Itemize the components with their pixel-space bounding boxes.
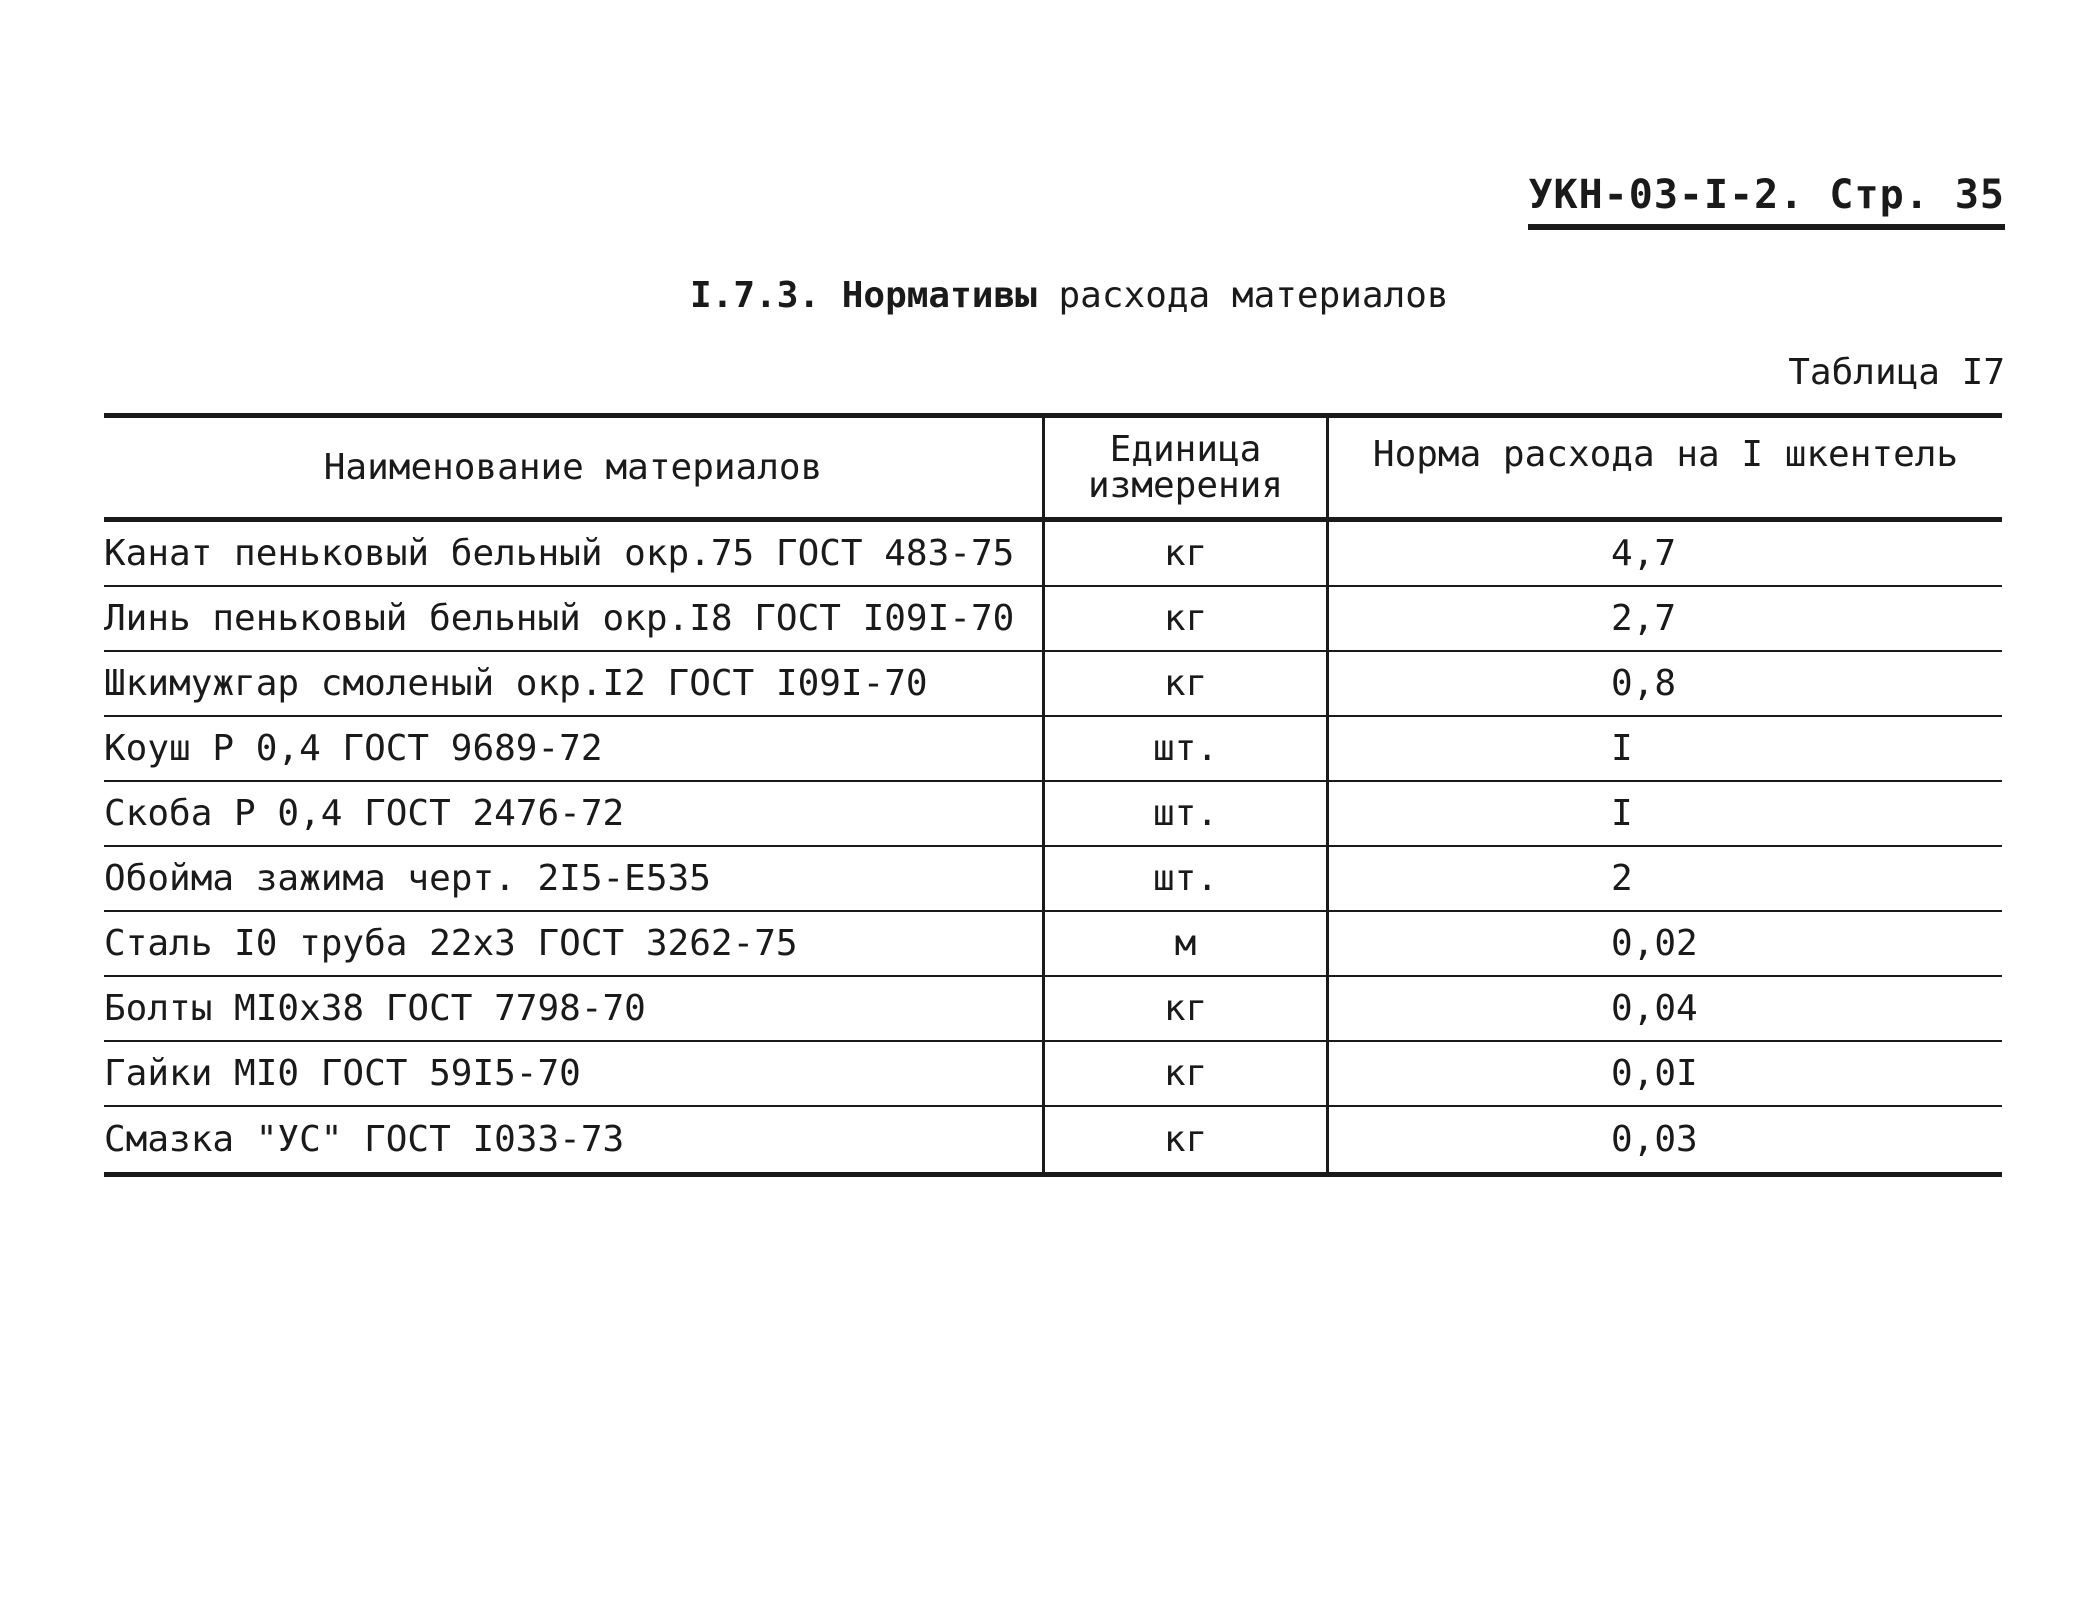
- column-header-unit-line1: Единица: [1109, 428, 1262, 470]
- table-row: [104, 522, 2002, 587]
- materials-table: [104, 413, 2002, 1177]
- material-unit: кг: [1045, 1042, 1329, 1105]
- material-norm: 0,04: [1611, 988, 1698, 1029]
- column-header-unit-line2: измерения: [1087, 464, 1284, 506]
- material-unit: шт.: [1045, 717, 1329, 780]
- material-name: Шкимужгар смоленый окр.I2 ГОСТ I09I-70: [104, 652, 1045, 715]
- material-unit: кг: [1045, 1107, 1329, 1172]
- table-row: [104, 847, 2002, 912]
- table-row: [104, 1107, 2002, 1172]
- material-name: Канат пеньковый бельный окр.75 ГОСТ 483-75: [104, 522, 1045, 585]
- material-unit: кг: [1045, 652, 1329, 715]
- table-row: [104, 1042, 2002, 1107]
- material-name: Смазка "УС" ГОСТ I033-73: [104, 1107, 1045, 1172]
- material-unit: шт.: [1045, 847, 1329, 910]
- material-unit: шт.: [1045, 782, 1329, 845]
- table-header-row: [104, 418, 2002, 522]
- column-header-name: Наименование материалов: [104, 418, 1045, 517]
- material-name: Коуш Р 0,4 ГОСТ 9689-72: [104, 717, 1045, 780]
- material-norm: 0,02: [1611, 923, 1698, 964]
- material-unit: кг: [1045, 587, 1329, 650]
- table-row: [104, 587, 2002, 652]
- material-norm: 4,7: [1611, 533, 1677, 574]
- material-unit: кг: [1045, 977, 1329, 1040]
- column-header-unit: [1045, 418, 1329, 517]
- material-name: Обойма зажима черт. 2I5-Е535: [104, 847, 1045, 910]
- material-norm: 2,7: [1611, 598, 1677, 639]
- column-header-norm: Норма расхода на I шкентель: [1372, 434, 1959, 475]
- material-norm: 0,03: [1611, 1119, 1698, 1160]
- table-row: [104, 782, 2002, 847]
- table-row: [104, 912, 2002, 977]
- material-norm: I: [1611, 728, 1633, 769]
- material-norm: I: [1611, 793, 1633, 834]
- section-title-bold: Нормативы: [841, 275, 1037, 316]
- section-title: [690, 275, 1449, 316]
- material-name: Скоба Р 0,4 ГОСТ 2476-72: [104, 782, 1045, 845]
- section-number: I.7.3.: [690, 275, 821, 316]
- table-row: [104, 652, 2002, 717]
- material-name: Сталь I0 труба 22х3 ГОСТ 3262-75: [104, 912, 1045, 975]
- material-norm: 0,0I: [1611, 1053, 1698, 1094]
- material-norm: 2: [1611, 858, 1633, 899]
- material-unit: м: [1045, 912, 1329, 975]
- table-row: [104, 717, 2002, 782]
- table-row: [104, 977, 2002, 1042]
- table-label: Таблица I7: [1788, 352, 2005, 393]
- document-reference: УКН-03-I-2. Стр. 35: [1528, 172, 2005, 230]
- material-unit: кг: [1045, 522, 1329, 585]
- material-norm: 0,8: [1611, 663, 1677, 704]
- section-title-rest: расхода материалов: [1058, 275, 1449, 316]
- material-name: Гайки МI0 ГОСТ 59I5-70: [104, 1042, 1045, 1105]
- material-name: Болты МI0х38 ГОСТ 7798-70: [104, 977, 1045, 1040]
- material-name: Линь пеньковый бельный окр.I8 ГОСТ I09I-70: [104, 587, 1045, 650]
